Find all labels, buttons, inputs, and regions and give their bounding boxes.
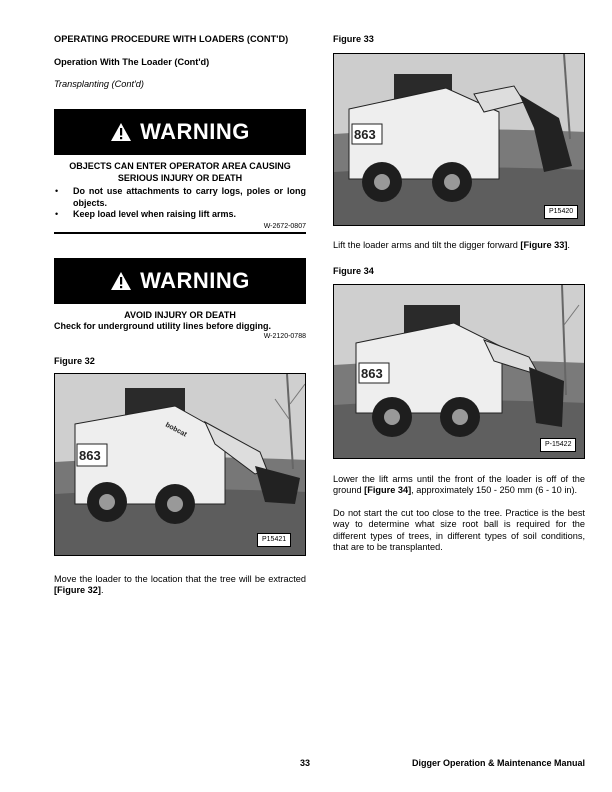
warning-line-2: Check for underground utility lines before digging. (54, 321, 272, 331)
left-column (54, 34, 306, 597)
page-number: 33 (300, 758, 311, 768)
warning-title-1: OBJECTS CAN ENTER OPERATOR AREA CAUSING SERIOUS INJURY OR DEATH (69, 161, 291, 183)
warning-code-2: W-2120-0788 (263, 332, 306, 340)
subsection-heading: Operation With The Loader (Cont'd) (54, 57, 210, 67)
paragraph-figure-32 (54, 574, 306, 597)
warning-banner-text: WARNING (140, 119, 250, 144)
machine-model-text: 863 (354, 127, 376, 142)
warning-banner-2 (54, 258, 306, 304)
warning-item: • Keep load level when raising lift arms. (54, 209, 306, 221)
figure-34-label: Figure 34 (333, 265, 374, 276)
warning-triangle-icon (110, 271, 132, 291)
warning-list-1 (54, 186, 306, 221)
machine-model-text: 863 (79, 447, 101, 463)
section-heading: OPERATING PROCEDURE WITH LOADERS (CONT'D) (54, 34, 289, 44)
divider (54, 232, 306, 234)
text-run: . (100, 585, 104, 595)
text-run: , approximately 150 - 250 mm (6 - 10 in). (411, 485, 578, 495)
photo-code: P15421 (257, 533, 291, 547)
warning-item: • Do not use attachments to carry logs, poles or long objects. (54, 186, 306, 209)
warning-block-1 (54, 109, 306, 234)
figure-34-photo (333, 284, 585, 459)
text-run: . (567, 240, 570, 250)
figure-33-label: Figure 33 (333, 34, 374, 44)
text-run: Lower the lift arms until the front of the loader is off of the ground (333, 473, 585, 495)
machine-model-text: 863 (361, 365, 383, 381)
figure-32-photo (54, 373, 306, 556)
figure-ref: [Figure 34] (364, 485, 412, 495)
warning-code-1: W-2672-0807 (263, 222, 306, 230)
manual-title: Digger Operation & Maintenance Manual (411, 758, 585, 768)
paragraph-practice: Do not start the cut too close to the tree. Practice is the best way to determine what size root ball is required for the different types of trees, in different types of soil conditions, that are to be transplanted. (333, 507, 585, 552)
machine-brand-text: bobcat (164, 421, 188, 439)
right-column (333, 34, 585, 554)
topic-heading: Transplanting (Cont'd) (54, 79, 144, 89)
figure-33-photo (333, 53, 585, 226)
warning-block-2 (54, 258, 306, 340)
text-run: Move the loader to the location that the tree will be extracted (54, 573, 306, 584)
photo-code: P-15422 (540, 438, 576, 452)
paragraph-figure-33 (333, 240, 585, 252)
warning-banner-text: WARNING (140, 267, 250, 293)
text-run: Lift the loader arms and tilt the digger forward (333, 240, 521, 250)
warning-title-2: AVOID INJURY OR DEATH (124, 309, 236, 320)
warning-banner-1 (54, 109, 306, 155)
figure-ref: [Figure 32] (54, 585, 101, 595)
paragraph-figure-34 (333, 474, 585, 497)
figure-ref: [Figure 33] (520, 240, 568, 250)
warning-triangle-icon (110, 122, 132, 142)
photo-code: P15420 (544, 205, 578, 219)
figure-32-label: Figure 32 (54, 355, 95, 366)
